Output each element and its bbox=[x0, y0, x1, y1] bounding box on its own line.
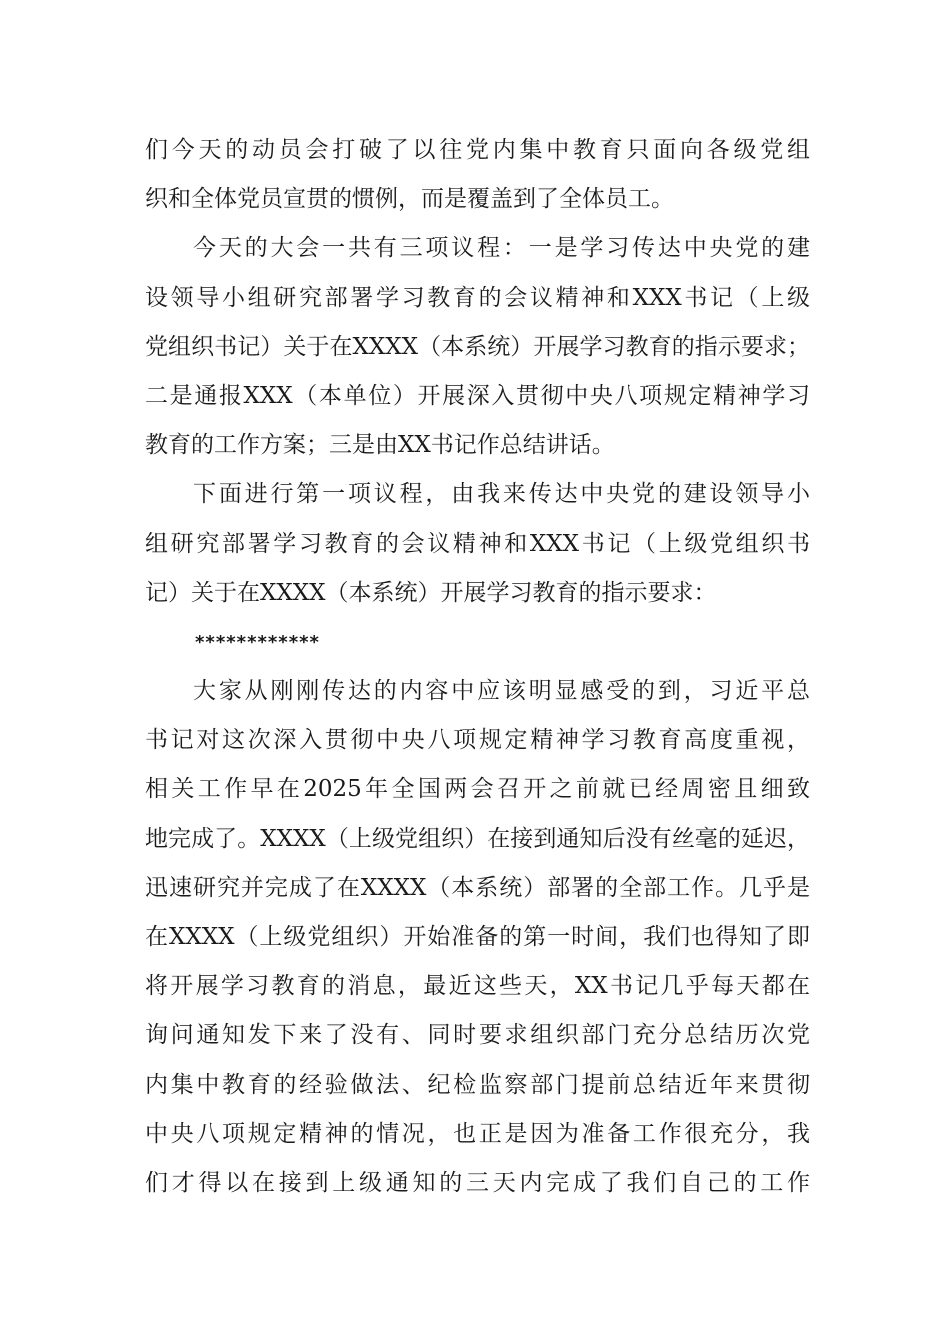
paragraph-line: 们今天的动员会打破了以往党内集中教育只面向各级党组 bbox=[145, 137, 810, 163]
paragraph-line: 地完成了。XXXX（上级党组织）在接到通知后没有丝毫的延迟， bbox=[145, 825, 810, 852]
paragraph-line: 设领导小组研究部署学习教育的会议精神和XXX书记（上级 bbox=[145, 284, 810, 311]
paragraph-line: 党组织书记）关于在XXXX（本系统）开展学习教育的指示要求； bbox=[145, 333, 810, 360]
paragraph-line: 相关工作早在2025年全国两会召开之前就已经周密且细致 bbox=[145, 776, 810, 803]
paragraph-line: 们才得以在接到上级通知的三天内完成了我们自己的工作 bbox=[145, 1169, 810, 1196]
separator-asterisks: ************ bbox=[195, 631, 320, 653]
paragraph-line: 记）关于在XXXX（本系统）开展学习教育的指示要求： bbox=[145, 579, 717, 606]
paragraph-line: 内集中教育的经验做法、纪检监察部门提前总结近年来贯彻 bbox=[145, 1071, 810, 1098]
paragraph-line: 下面进行第一项议程，由我来传达中央党的建设领导小 bbox=[193, 481, 810, 508]
paragraph-line: 大家从刚刚传达的内容中应该明显感受的到，习近平总 bbox=[193, 678, 810, 705]
paragraph-line: 中央八项规定精神的情况，也正是因为准备工作很充分，我 bbox=[145, 1120, 810, 1147]
paragraph-line: 二是通报XXX（本单位）开展深入贯彻中央八项规定精神学习 bbox=[145, 382, 810, 409]
paragraph-line: 迅速研究并完成了在XXXX（本系统）部署的全部工作。几乎是 bbox=[145, 874, 810, 901]
paragraph-line: 书记对这次深入贯彻中央八项规定精神学习教育高度重视， bbox=[145, 727, 810, 754]
paragraph-line: 组研究部署学习教育的会议精神和XXX书记（上级党组织书 bbox=[145, 530, 810, 557]
paragraph-line: 织和全体党员宣贯的惯例，而是覆盖到了全体员工。 bbox=[145, 186, 674, 213]
document-body bbox=[145, 126, 810, 1208]
paragraph-line: 教育的工作方案；三是由XX书记作总结讲话。 bbox=[145, 432, 615, 459]
paragraph-line: 在XXXX（上级党组织）开始准备的第一时间，我们也得知了即 bbox=[145, 924, 810, 950]
paragraph-line: 询问通知发下来了没有、同时要求组织部门充分总结历次党 bbox=[145, 1022, 810, 1049]
paragraph-line: 今天的大会一共有三项议程：一是学习传达中央党的建 bbox=[193, 235, 810, 262]
paragraph-line: 将开展学习教育的消息，最近这些天，XX书记几乎每天都在 bbox=[145, 973, 810, 1000]
